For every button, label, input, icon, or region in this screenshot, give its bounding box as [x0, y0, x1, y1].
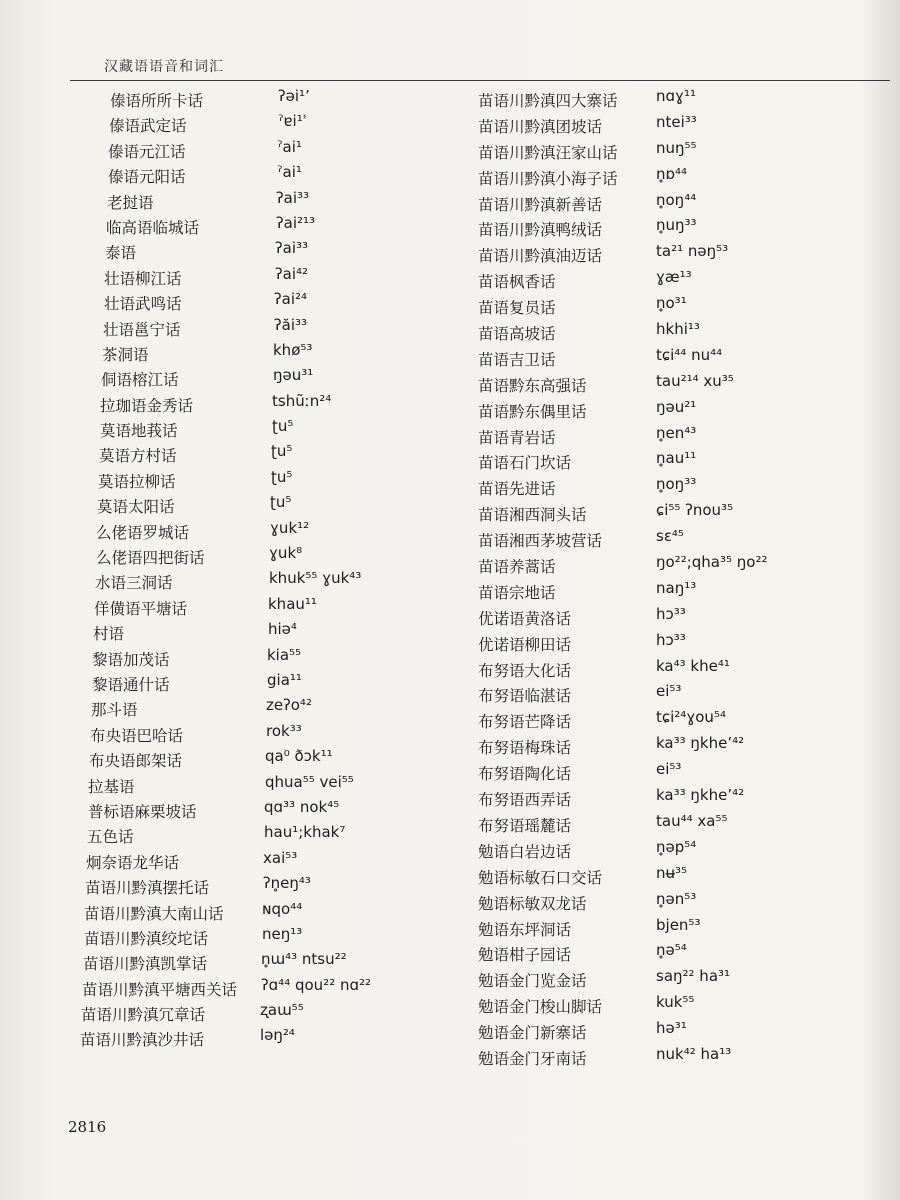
phonetic-form: ʔăi³³ — [274, 315, 308, 334]
entry-row — [78, 364, 458, 389]
phonetic-form: khø⁵³ — [273, 340, 313, 359]
phonetic-form: rok³³ — [266, 721, 302, 740]
entry-row — [78, 898, 458, 923]
dialect-name: 五色话 — [87, 828, 134, 847]
phonetic-form: zeʔo⁴² — [266, 696, 312, 715]
phonetic-form: tɕi²⁴ɣou⁵⁴ — [656, 708, 726, 727]
entry-row — [78, 821, 458, 846]
dialect-name: 侗语榕江话 — [101, 371, 179, 390]
dialect-name: 苗语宗地话 — [478, 583, 556, 602]
phonetic-form: ləŋ²⁴ — [260, 1026, 295, 1045]
phonetic-form: ʈu⁵ — [271, 467, 293, 486]
dialect-name: 苗语川黔滇绞坨话 — [84, 929, 209, 948]
phonetic-form: hau¹;khak⁷ — [264, 823, 346, 842]
entry-row — [470, 939, 890, 965]
dialect-name: 勉语金门梭山脚话 — [478, 998, 603, 1017]
dialect-name: 苗语川黔滇平塘西关话 — [82, 980, 238, 999]
entry-row — [78, 669, 458, 694]
dialect-name: 苗语川黔滇汪家山话 — [478, 143, 618, 162]
dialect-name: 苗语川黔滇团坡话 — [478, 117, 603, 136]
dialect-name: 泰语 — [105, 244, 137, 263]
phonetic-form: ɣuk¹² — [270, 518, 310, 537]
phonetic-form: hkhi¹³ — [656, 320, 700, 339]
phonetic-form: ɴqo⁴⁴ — [262, 899, 303, 918]
phonetic-form: tɕi⁴⁴ nu⁴⁴ — [656, 345, 723, 364]
entry-row — [470, 214, 890, 240]
dialect-name: 苗语川黔滇四大寨话 — [478, 92, 618, 110]
header-rule — [70, 80, 890, 81]
dialect-name: 布努语大化话 — [478, 661, 572, 680]
entry-row — [78, 415, 458, 440]
dialect-name: 苗语川黔滇新善话 — [478, 195, 603, 214]
entry-row — [78, 796, 458, 821]
left-column — [78, 85, 458, 1050]
entry-row — [78, 745, 458, 770]
dialect-name: 么佬语四把街话 — [96, 549, 205, 568]
entry-row — [78, 85, 458, 110]
dialect-name: 布努语瑶麓话 — [478, 816, 572, 835]
dialect-name: 傣语所所卡话 — [110, 92, 204, 110]
phonetic-form: n̥o³¹ — [656, 294, 687, 313]
entry-row — [78, 923, 458, 948]
phonetic-form: ˀai¹ — [277, 163, 302, 182]
dialect-name: 苗语川黔滇沙井话 — [80, 1031, 205, 1050]
entry-row — [470, 680, 890, 706]
phonetic-form: ŋo²²;qha³⁵ ŋo²² — [656, 553, 768, 572]
entry-row — [470, 111, 890, 137]
dialect-name: 苗语养蒿话 — [478, 558, 556, 577]
phonetic-form: nɑɣ¹¹ — [656, 87, 696, 105]
dialect-name: 莫语地莪话 — [100, 422, 178, 441]
entry-row — [78, 314, 458, 339]
phonetic-form: ʔəi¹ʼ — [278, 87, 310, 105]
dialect-name: 布央语郎架话 — [89, 752, 183, 771]
dialect-name: 苗语川黔滇大南山话 — [84, 904, 224, 923]
dialect-name: 布努语陶化话 — [478, 765, 572, 784]
phonetic-form: n̥oŋ⁴⁴ — [656, 190, 697, 209]
entry-row — [78, 339, 458, 364]
entry-row — [78, 1024, 458, 1049]
dialect-name: 莫语方村话 — [99, 447, 177, 466]
entry-row — [78, 491, 458, 516]
phonetic-form: ta²¹ nəŋ⁵³ — [656, 242, 729, 261]
dialect-name: 壮语武鸣话 — [104, 295, 182, 314]
phonetic-form: ʔai⁴² — [275, 264, 309, 283]
entry-row — [470, 85, 890, 111]
phonetic-form: ɕi⁵⁵ ʔnou³⁵ — [656, 501, 734, 520]
phonetic-form: n̥en⁴³ — [656, 423, 697, 442]
phonetic-form: nuk⁴² ha¹³ — [656, 1044, 732, 1063]
dialect-name: 勉语金门牙南话 — [478, 1049, 587, 1068]
dialect-name: 优诺语黄洛话 — [478, 609, 572, 628]
entry-row — [78, 390, 458, 415]
entry-row — [470, 965, 890, 991]
dialect-name: 优诺语柳田话 — [478, 635, 572, 654]
entry-row — [470, 758, 890, 784]
entry-row — [78, 974, 458, 999]
entry-row — [470, 447, 890, 473]
entry-row — [78, 694, 458, 719]
dialect-name: 勉语金门新寨话 — [478, 1024, 587, 1043]
entry-row — [470, 525, 890, 551]
entry-row — [470, 551, 890, 577]
entry-row — [78, 288, 458, 313]
phonetic-form: ŋəu³¹ — [273, 366, 314, 385]
phonetic-form: sɛ⁴⁵ — [656, 527, 684, 546]
dialect-name: 布努语西弄话 — [478, 791, 572, 810]
dialect-name: 苗语高坡话 — [478, 325, 556, 344]
dialect-name: 傣语元江话 — [108, 142, 186, 161]
phonetic-form: n̥au¹¹ — [656, 449, 697, 468]
dialect-name: 黎语通什话 — [92, 675, 170, 694]
phonetic-form: ʐaɯ⁵⁵ — [260, 1001, 304, 1020]
entry-row — [78, 542, 458, 567]
dialect-name: 勉语白岩边话 — [478, 842, 572, 861]
entry-row — [470, 603, 890, 629]
phonetic-form: n̥ɯ⁴³ ntsu²² — [261, 950, 347, 969]
entry-row — [78, 136, 458, 161]
phonetic-form: ʔai³³ — [275, 239, 309, 258]
dialect-name: 苗语黔东偶里话 — [478, 402, 587, 421]
dialect-name: 炯奈语龙华话 — [86, 853, 180, 872]
phonetic-form: n̥uŋ³³ — [656, 216, 697, 235]
phonetic-form: khuk⁵⁵ ɣuk⁴³ — [269, 569, 362, 588]
phonetic-form: ʔn̥eŋ⁴³ — [263, 874, 311, 893]
entry-row — [78, 237, 458, 262]
entry-row — [78, 720, 458, 745]
phonetic-form: qa⁰ ðɔk¹¹ — [265, 747, 333, 766]
phonetic-form: kia⁵⁵ — [267, 645, 302, 664]
phonetic-form: ka⁴³ khe⁴¹ — [656, 656, 730, 675]
phonetic-form: khau¹¹ — [268, 594, 317, 613]
entry-row — [470, 240, 890, 266]
phonetic-form: ka³³ ŋkheʼ⁴² — [656, 786, 745, 805]
dialect-name: 莫语拉柳话 — [98, 472, 176, 491]
entry-row — [470, 473, 890, 499]
entry-row — [470, 1017, 890, 1043]
dialect-name: 老挝语 — [107, 193, 154, 212]
phonetic-form: gia¹¹ — [267, 670, 302, 689]
phonetic-form: hə³¹ — [656, 1019, 687, 1038]
dialect-name: 苗语复员话 — [478, 299, 556, 318]
running-header: 汉藏语语音和词汇 — [104, 59, 224, 75]
dialect-name: 傣语元阳话 — [108, 168, 186, 187]
entry-row — [470, 422, 890, 448]
phonetic-form: ˀɐi¹ʾ — [278, 112, 308, 131]
dialect-name: 莫语太阳话 — [97, 498, 175, 517]
dialect-name: 布央语巴哈话 — [90, 726, 184, 745]
entry-row — [470, 370, 890, 396]
entry-row — [470, 189, 890, 215]
phonetic-form: tau²¹⁴ xu³⁵ — [656, 371, 734, 390]
dialect-name: 苗语川黔滇摆托话 — [85, 879, 210, 898]
entry-row — [470, 629, 890, 655]
phonetic-form: ʔɑ⁴⁴ qou²² nɑ²² — [261, 975, 372, 994]
phonetic-form: ʔai²¹³ — [276, 213, 316, 232]
entry-row — [78, 771, 458, 796]
dialect-name: 苗语川黔滇鸭绒话 — [478, 221, 603, 240]
phonetic-form: tshũːn²⁴ — [272, 391, 332, 410]
entry-row — [78, 212, 458, 237]
dialect-name: 茶洞语 — [102, 345, 149, 364]
entry-row — [78, 999, 458, 1024]
phonetic-form: qhua⁵⁵ vei⁵⁵ — [265, 772, 354, 791]
entry-row — [470, 810, 890, 836]
dialect-name: 苗语川黔滇凯掌话 — [83, 955, 208, 974]
entry-row — [470, 318, 890, 344]
entry-row — [470, 344, 890, 370]
dialect-name: 勉语金门览金话 — [478, 972, 587, 991]
phonetic-form: ʈu⁵ — [270, 493, 292, 512]
phonetic-form: ʈu⁵ — [272, 417, 294, 436]
dialect-name: 布努语临湛话 — [478, 687, 572, 706]
dialect-name: 苗语黔东高强话 — [478, 376, 587, 395]
entry-row — [470, 137, 890, 163]
phonetic-form: n̥ən⁵³ — [656, 889, 697, 908]
entry-row — [78, 847, 458, 872]
entry-row — [470, 706, 890, 732]
entry-row — [470, 577, 890, 603]
phonetic-form: n̥ə⁵⁴ — [656, 941, 687, 960]
entry-row — [78, 567, 458, 592]
entry-row — [470, 784, 890, 810]
phonetic-form: ʔai²⁴ — [274, 290, 308, 309]
dialect-name: 布努语芒降话 — [478, 713, 572, 732]
entry-row — [470, 655, 890, 681]
right-column — [470, 85, 890, 1069]
entry-row — [470, 499, 890, 525]
phonetic-form: nuŋ⁵⁵ — [656, 138, 697, 157]
dialect-name: 黎语加茂话 — [92, 650, 170, 669]
phonetic-form: ʔai³³ — [276, 188, 310, 207]
dialect-name: 苗语吉卫话 — [478, 350, 556, 369]
entry-row — [78, 263, 458, 288]
entry-row — [470, 862, 890, 888]
dialect-name: 临高语临城话 — [106, 218, 200, 237]
dialect-name: 拉珈语金秀话 — [100, 396, 194, 415]
phonetic-form: neŋ¹³ — [262, 924, 303, 943]
phonetic-form: tau⁴⁴ xa⁵⁵ — [656, 811, 728, 830]
entry-row — [470, 292, 890, 318]
dialect-name: 苗语川黔滇油迈话 — [478, 247, 603, 266]
entry-row — [470, 914, 890, 940]
entry-row — [78, 517, 458, 542]
dialect-name: 那斗语 — [91, 701, 138, 720]
entry-row — [78, 110, 458, 135]
entry-row — [470, 163, 890, 189]
dialect-name: 拉基语 — [88, 777, 135, 796]
dialect-name: 苗语枫香话 — [478, 273, 556, 292]
entry-row — [78, 440, 458, 465]
entry-row — [470, 732, 890, 758]
entry-row — [78, 593, 458, 618]
entry-row — [78, 466, 458, 491]
dialect-name: 佯僙语平塘话 — [94, 599, 188, 618]
dialect-name: 勉语标敏石口交话 — [478, 868, 603, 887]
dialect-name: 壮语邕宁话 — [103, 320, 181, 339]
phonetic-form: qɑ³³ nok⁴⁵ — [264, 797, 340, 816]
phonetic-form: ˀai¹ — [277, 137, 302, 156]
entry-row — [470, 396, 890, 422]
phonetic-form: n̥əp⁵⁴ — [656, 837, 697, 856]
dialect-name: 么佬语罗城话 — [96, 523, 190, 542]
dialect-name: 苗语石门坎话 — [478, 454, 572, 473]
entry-row — [78, 644, 458, 669]
dialect-name: 苗语湘西洞头话 — [478, 506, 587, 525]
entry-row — [78, 872, 458, 897]
dialect-name: 壮语柳江话 — [104, 269, 182, 288]
phonetic-form: hɔ³³ — [656, 630, 686, 649]
dialect-name: 苗语青岩话 — [478, 428, 556, 447]
entry-row — [470, 266, 890, 292]
dialect-name: 勉语东坪洞话 — [478, 920, 572, 939]
phonetic-form: ŋəu²¹ — [656, 397, 697, 416]
entry-row — [470, 888, 890, 914]
dialect-name: 傣语武定话 — [109, 117, 187, 136]
phonetic-form: hiə⁴ — [268, 620, 297, 639]
phonetic-form: ei⁵³ — [656, 760, 682, 779]
phonetic-form: ɣuk⁸ — [269, 544, 303, 563]
dialect-name: 水语三洞话 — [95, 574, 173, 593]
phonetic-form: hɔ³³ — [656, 604, 686, 623]
dialect-name: 勉语柑子园话 — [478, 946, 572, 965]
phonetic-form: bjen⁵³ — [656, 915, 701, 934]
phonetic-form: ntei³³ — [656, 112, 697, 131]
entry-row — [470, 991, 890, 1017]
dialect-name: 布努语梅珠话 — [478, 739, 572, 758]
phonetic-form: saŋ²² ha³¹ — [656, 967, 731, 986]
phonetic-form: ka³³ ŋkheʼ⁴² — [656, 734, 745, 753]
phonetic-form: naŋ¹³ — [656, 578, 697, 597]
phonetic-form: ɣæ¹³ — [656, 268, 692, 287]
entry-row — [470, 836, 890, 862]
phonetic-form: kuk⁵⁵ — [656, 993, 695, 1012]
dialect-name: 苗语川黔滇小海子话 — [478, 169, 618, 188]
phonetic-form: ei⁵³ — [656, 682, 682, 701]
phonetic-form: ʈu⁵ — [271, 442, 293, 461]
phonetic-form: nʉ³⁵ — [656, 863, 688, 882]
page-number: 2816 — [68, 1118, 107, 1136]
entry-row — [78, 948, 458, 973]
dialect-name: 苗语湘西茅坡营话 — [478, 532, 603, 551]
dialect-name: 苗语川黔滇冗章话 — [81, 1006, 206, 1025]
entry-row — [78, 187, 458, 212]
entry-row — [470, 1043, 890, 1069]
dialect-name: 普标语麻栗坡话 — [88, 802, 197, 821]
phonetic-form: n̥oŋ³³ — [656, 475, 697, 494]
phonetic-form: xai⁵³ — [263, 848, 298, 867]
dialect-name: 村语 — [93, 625, 125, 644]
dialect-name: 苗语先进话 — [478, 480, 556, 499]
dialect-name: 勉语标敏双龙话 — [478, 894, 587, 913]
entry-row — [78, 618, 458, 643]
phonetic-form: n̥ɒ⁴⁴ — [656, 164, 688, 183]
entry-row — [78, 161, 458, 186]
